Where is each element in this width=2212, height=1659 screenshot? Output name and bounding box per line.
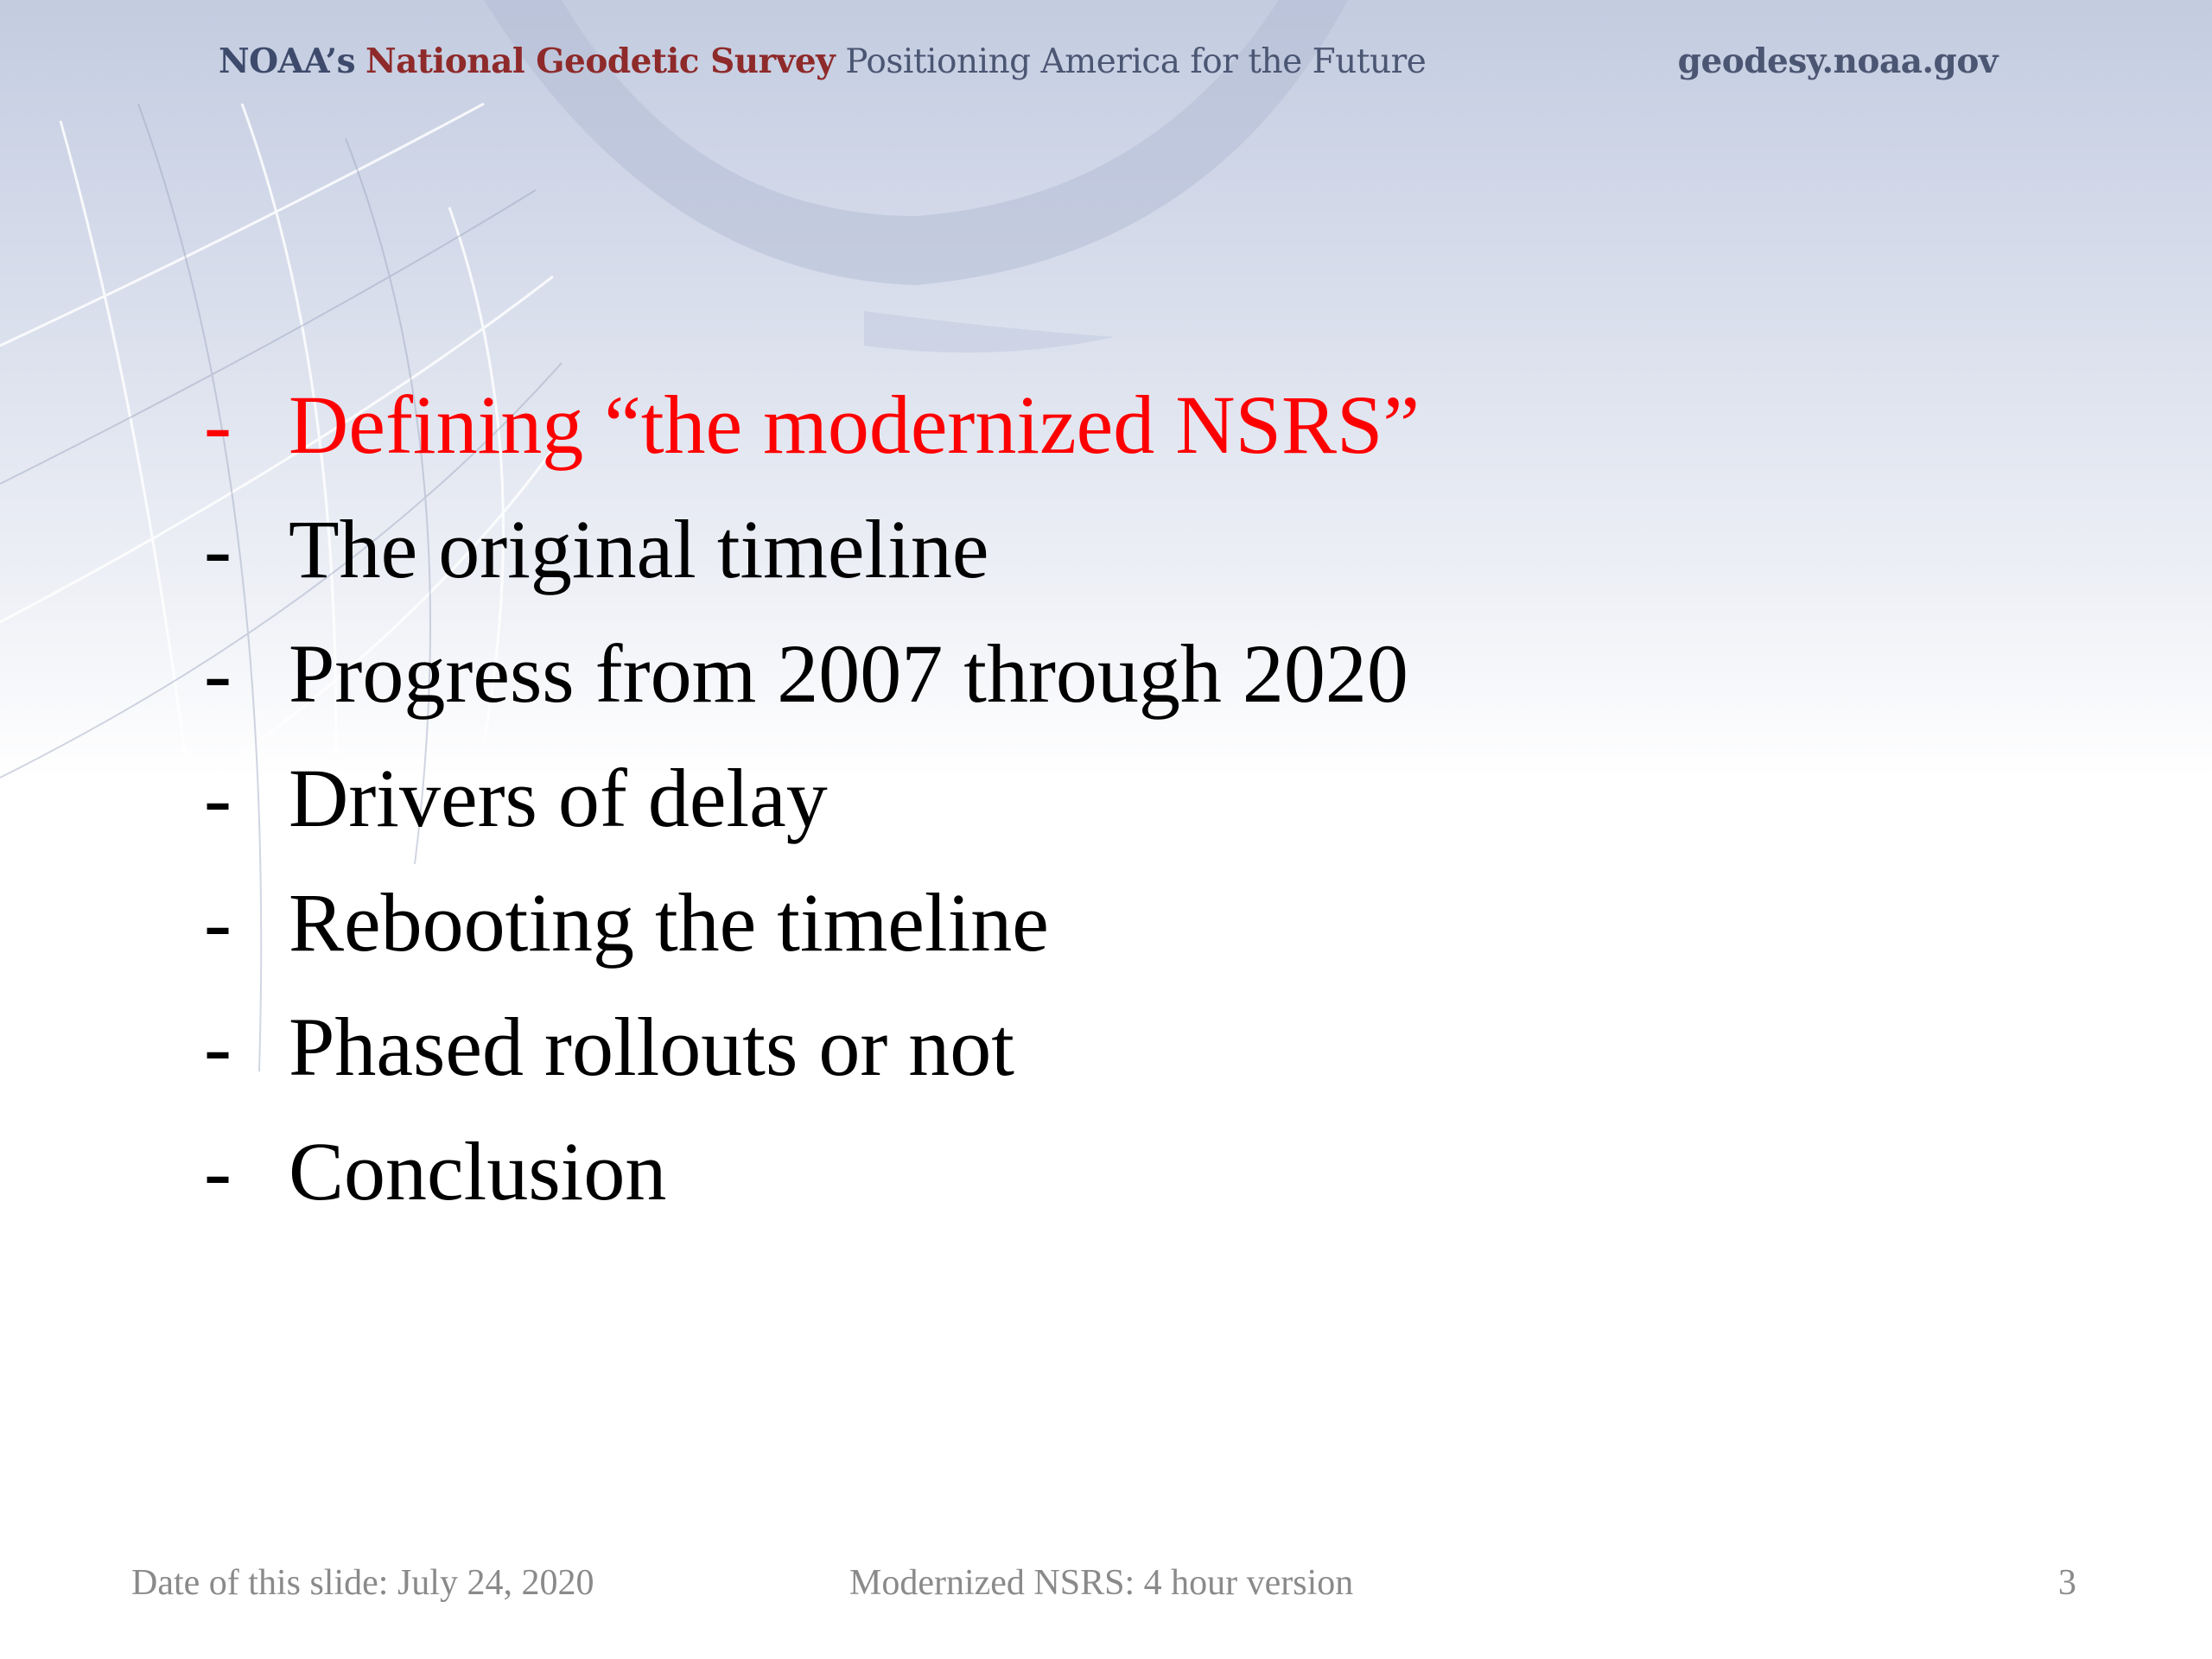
agenda-item-drivers: [200, 736, 1420, 861]
bullet-dash: -: [204, 1125, 232, 1217]
header-org: NOAA’s: [219, 41, 356, 81]
agenda-list: [200, 363, 1420, 1234]
header-tagline: Positioning America for the Future: [845, 42, 1427, 81]
bullet-dash: -: [204, 503, 232, 595]
header-brand: National Geodetic Survey: [365, 41, 836, 81]
agenda-item-progress: [200, 612, 1420, 736]
agenda-item-rebooting: [200, 861, 1420, 985]
agenda-item-original-timeline: [200, 487, 1420, 612]
bullet-dash: -: [204, 752, 232, 844]
agenda-item-conclusion: [200, 1109, 1420, 1234]
page-number: 3: [2058, 1563, 2076, 1603]
agenda-item-defining: [200, 363, 1420, 487]
agenda-item-label: Progress from 2007 through 2020: [289, 627, 1408, 720]
agenda-item-label: The original timeline: [289, 503, 989, 595]
bullet-dash: -: [204, 378, 232, 471]
bullet-dash: -: [204, 627, 232, 720]
agenda-item-label: Defining “the modernized NSRS”: [289, 378, 1421, 471]
agenda-item-label: Phased rollouts or not: [289, 1001, 1014, 1093]
footer-title: Modernized NSRS: 4 hour version: [849, 1563, 1354, 1603]
header-banner: [219, 41, 1426, 81]
agenda-item-label: Rebooting the timeline: [289, 876, 1049, 969]
agenda-item-label: Conclusion: [289, 1125, 667, 1217]
footer-date: Date of this slide: July 24, 2020: [131, 1563, 594, 1603]
bullet-dash: -: [204, 876, 232, 969]
agenda-item-label: Drivers of delay: [289, 752, 828, 844]
site-url: geodesy.noaa.gov: [1677, 41, 1998, 81]
bullet-dash: -: [204, 1001, 232, 1093]
agenda-item-phased-rollouts: [200, 985, 1420, 1109]
